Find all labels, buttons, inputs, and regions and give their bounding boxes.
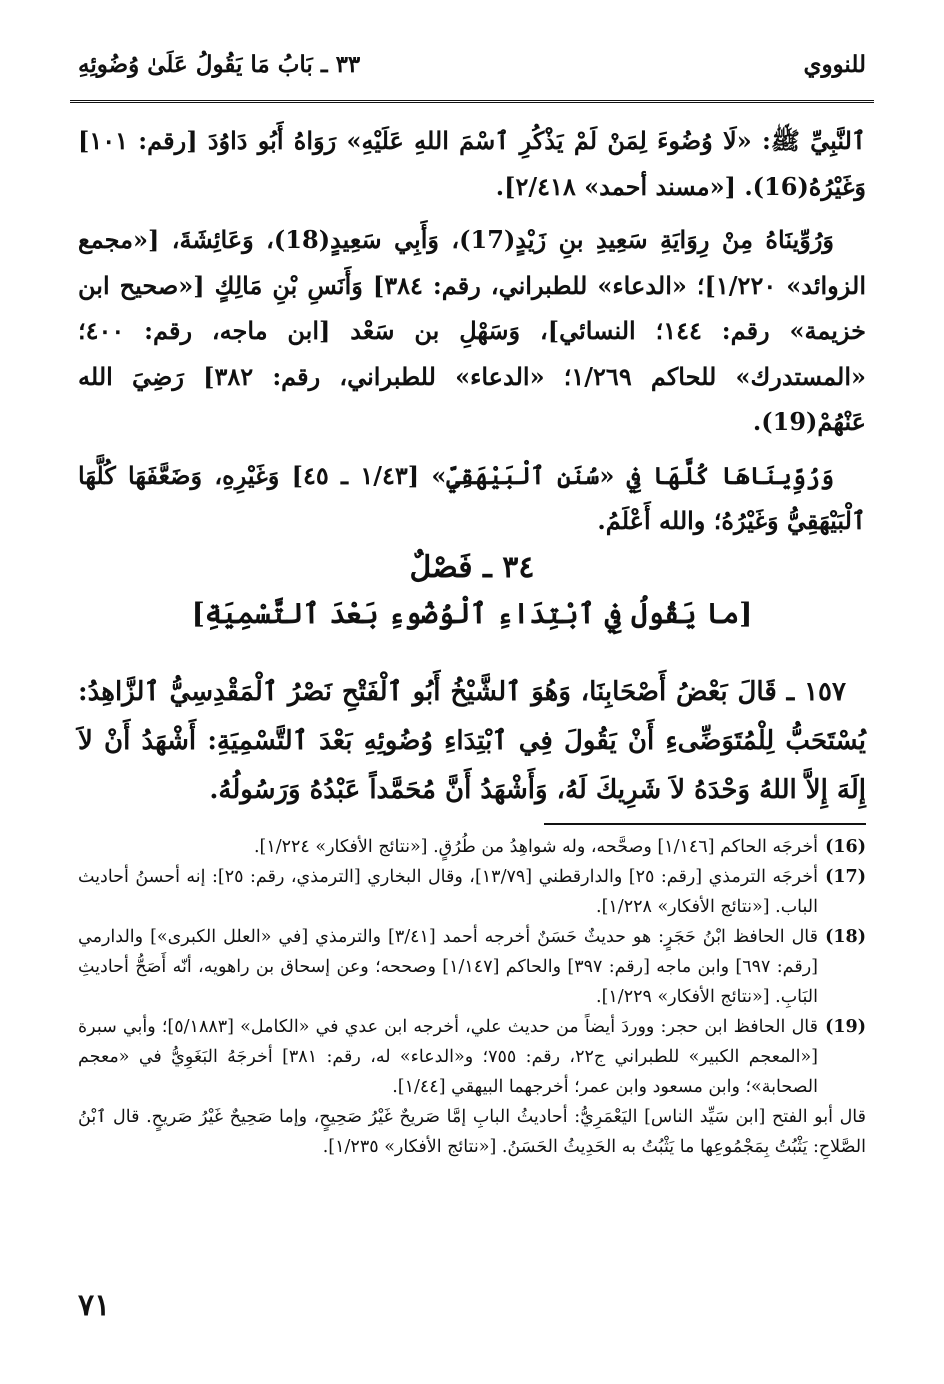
footnote-19 bbox=[78, 1012, 866, 1102]
section-title: [ما يَقُولُ فِي ٱبْتِدَاءِ ٱلْوُضُوءِ بَعْدَ ٱلتَّسْمِيَةِ] bbox=[191, 597, 753, 630]
footnote-text: قال الحافظ ابن حجر: ووردَ أيضاً من حديث علي، أخرجه ابن عدي في «الكامل» [٥/١٨٨٣]؛ وأبي سبرة [«المعجم الكبير» للطبراني ج٢٢، رقم: ٧٥٥؛ و«الدعاء» له، رقم: ٣٨١] أخرجَهُ البَغَوِيُّ في «معجم الصحابة»؛ وابن مسعود وابن عمر؛ أخرجهما البيهقي [١/٤٤]. bbox=[78, 1017, 819, 1097]
running-head bbox=[78, 40, 866, 88]
footnote-number: (18) bbox=[825, 927, 866, 947]
header-divider bbox=[70, 100, 874, 103]
paragraph-157: ١٥٧ ـ قَالَ بَعْضُ أَصْحَابِنَا، وَهُوَ ٱلشَّيْخُ أَبُو ٱلْفَتْحِ نَصْرُ ٱلْمَقْدِسِيُّ ٱلزَّاهِدُ: يُسْتَحَبُّ لِلْمُتَوَضِّىءِ أَنْ يَقُولَ فِي ٱبْتِدَاءِ وُضُوئِهِ بَعْدَ ٱلتَّسْمِيَةِ: أَشْهَدُ أَنْ لاَ إِلَهَ إِلاَّ اللهُ وَحْدَهُ لاَ شَرِيكَ لَهُ، وَأَشْهَدُ أَنَّ مُحَمَّداً عَبْدُهُ وَرَسُولُهُ. bbox=[78, 677, 866, 805]
footnote-18 bbox=[78, 922, 866, 1012]
footnote-number: (19) bbox=[825, 1017, 866, 1037]
footnote-text: أخرجَه الحاكم [١/١٤٦] وصحَّحه، وله شواهِدُ من طُرُقٍ. [«نتائج الأفكار» ١/٢٢٤]. bbox=[253, 837, 818, 857]
paragraph-hadith: ٱلنَّبِيِّ ﷺ: «لَا وُضُوءَ لِمَنْ لَمْ يَذْكُرِ ٱسْمَ اللهِ عَلَيْهِ» رَوَاهُ أَبُو دَاوُدَ [رقم: ١٠١] وَغَيْرُهُ(16). [«مسند أحمد» ٢/٤١٨]. bbox=[78, 126, 866, 201]
footnote-16 bbox=[78, 832, 866, 862]
footnote-19-continuation: قال أبو الفتح [ابن سَيِّد الناس] اليَعْمَرِيُّ: أحاديثُ البابِ إمَّا صَريحٌ غَيْرُ صَحِيحٍ، وإما صَحِيحٌ غَيْرُ صَريحٍ. قال ٱبْنُ الصَّلاحِ: يَثْبُتُ بِمَجْمُوعِها ما يَثْبُتُ به الحَدِيثُ الحَسَنُ. [«نتائج الأفكار» ١/٢٣٥]. bbox=[78, 1107, 866, 1157]
running-head-chapter: ٣٣ ـ بَابُ مَا يَقُولُ عَلَىٰ وُضُوئِهِ bbox=[78, 50, 361, 78]
footnote-text: أخرجَه الترمذي [رقم: ٢٥] والدارقطني [١٣/٧٩]، وقال البخاري [الترمذي، رقم: ٢٥]: إنه أحسنُ أحاديث الباب. [«نتائج الأفكار» ١/٢٢٨]. bbox=[78, 867, 818, 917]
page-number: ٧١ bbox=[78, 1288, 111, 1323]
footnote-number: (17) bbox=[825, 867, 866, 887]
main-text bbox=[78, 118, 866, 552]
footnote-number: (16) bbox=[825, 837, 866, 857]
footnote-17 bbox=[78, 862, 866, 922]
section-heading bbox=[78, 545, 866, 637]
paragraph-bayhaqi: وَرُوِّينَاهَا كُلَّهَا فِي «سُنَنِ ٱلْبَيْهَقِيِّ» [١/٤٣ ـ ٤٥] وَغَيْرِهِ، وَضَعَّفَهَا كُلَّهَا ٱلْبَيْهَقِيُّ وَغَيْرُهُ؛ والله أَعْلَمُ. bbox=[78, 460, 866, 535]
footnote-divider bbox=[544, 823, 866, 825]
section-number: ٣٤ ـ فَصْلٌ bbox=[409, 550, 535, 585]
running-head-author: للنووي bbox=[803, 50, 866, 78]
paragraph-narrations: وَرُوِّينَاهُ مِنْ رِوَايَةِ سَعِيدِ بنِ زَيْدٍ(17)، وَأَبِي سَعِيدٍ(18)، وَعَائِشَةَ، [«مجمع الزوائد» ١/٢٢٠]؛ «الدعاء» للطبراني، رقم: ٣٨٤] وَأَنَسِ بْنِ مَالِكٍ [«صحيح ابن خزيمة» رقم: ١٤٤؛ النسائي]، وَسَهْلِ بن سَعْد [ابن ماجه، رقم: ٤٠٠؛ «المستدرك» للحاكم ١/٢٦٩؛ «الدعاء» للطبراني، رقم: ٣٨٢] رَضِيَ الله عَنْهُمْ(19). bbox=[78, 225, 867, 436]
footnotes bbox=[78, 832, 866, 1162]
footnote-text: قال الحافظ ابْنُ حَجَرٍ: هو حديثٌ حَسَنٌ أخرجه أحمد [٣/٤١] والترمذي [في «العلل الكبرى»] والدارمي [رقم: ٦٩٧] وابن ماجه [رقم: ٣٩٧] والحاكم [١/١٤٧] وصححه؛ وعن إسحاق بن راهويه، أنّه أَصَحُّ أحاديثِ البَابِ. [«نتائج الأفكار» ١/٢٢٩]. bbox=[78, 927, 818, 1007]
